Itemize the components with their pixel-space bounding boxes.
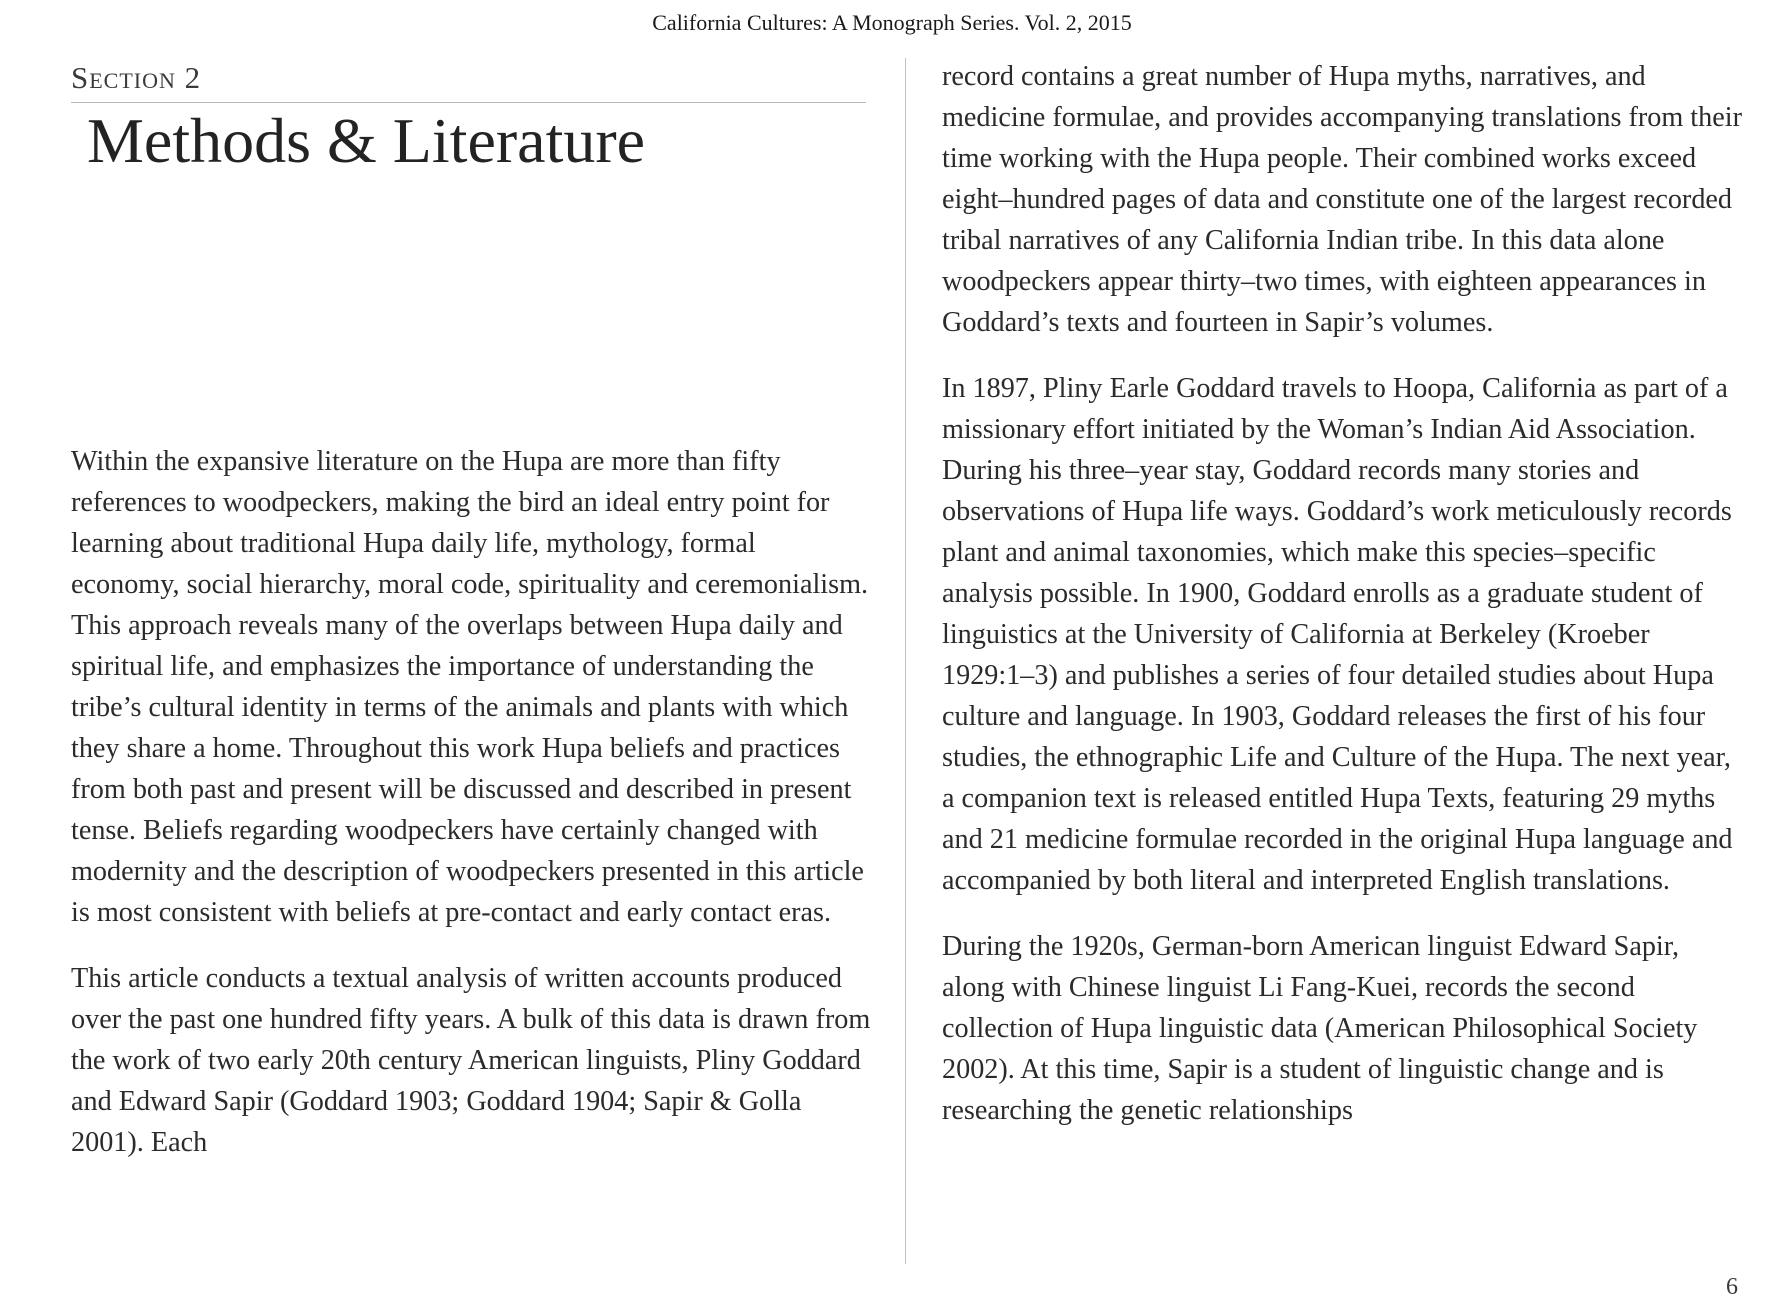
column-divider: [905, 58, 906, 1264]
paragraph: This article conducts a textual analysis of written accounts produced over the past one hundred fifty years. A bulk of this data is drawn from the work of two early 20th century American linguists, Pliny Goddard and Edward Sapir (Goddard 1903; Goddard 1904; Sapir & Golla 2001). Each: [71, 963, 871, 1158]
section-heading-block: [71, 60, 866, 177]
paragraph: Within the expansive literature on the Hupa are more than fifty references to woodpeckers, making the bird an ideal entry point for learning about traditional Hupa daily life, mythology, formal economy, social hierarchy, moral code, spirituality and ceremonialism. This approach reveals many of the overlaps between Hupa daily and spiritual life, and emphasizes the importance of understanding the tribe’s cultural identity in terms of the animals and plants with which they share a home. Throughout this work Hupa beliefs and practices from both past and present will be discussed and described in present tense. Beliefs regarding woodpeckers have certainly changed with modernity and the description of woodpeckers presented in this article is most consistent with beliefs at pre-contact and early contact eras.: [71, 446, 869, 928]
section-divider: [71, 102, 866, 103]
section-label: Section 2: [71, 60, 202, 95]
page-number: 6: [1726, 1274, 1738, 1300]
paragraph: In 1897, Pliny Earle Goddard travels to Hoopa, California as part of a missionary effort initiated by the Woman’s Indian Aid Association. During his three–year stay, Goddard records many stories and observations of Hupa life ways. Goddard’s work meticulously records plant and animal taxonomies, which make this species–specific analysis possible. In 1900, Goddard enrolls as a graduate student of linguistics at the University of California at Berkeley (Kroeber 1929:1–3) and publishes a series of four detailed studies about Hupa culture and language. In 1903, Goddard releases the first of his four studies, the ethnographic Life and Culture of the Hupa. The next year, a companion text is released entitled Hupa Texts, featuring 29 myths and 21 medicine formulae recorded in the original Hupa language and accompanied by both literal and interpreted English translations.: [942, 373, 1733, 896]
running-header: California Cultures: A Monograph Series. Vol. 2, 2015: [652, 10, 1132, 35]
section-title: Methods & Literature: [87, 105, 646, 176]
right-column: [942, 56, 1742, 1156]
paragraph: During the 1920s, German-born American linguist Edward Sapir, along with Chinese linguist Li Fang-Kuei, records the second collection of Hupa linguistic data (American Philosophical Society 2002). At this time, Sapir is a student of linguistic change and is researching the genetic relationships: [942, 931, 1698, 1126]
left-column: [71, 441, 871, 1188]
paragraph: record contains a great number of Hupa myths, narratives, and medicine formulae, and provides accompanying translations from their time working with the Hupa people. Their combined works exceed eight–hundred pages of data and constitute one of the largest recorded tribal narratives of any California Indian tribe. In this data alone woodpeckers appear thirty–two times, with eighteen appearances in Goddard’s texts and fourteen in Sapir’s volumes.: [942, 61, 1742, 338]
